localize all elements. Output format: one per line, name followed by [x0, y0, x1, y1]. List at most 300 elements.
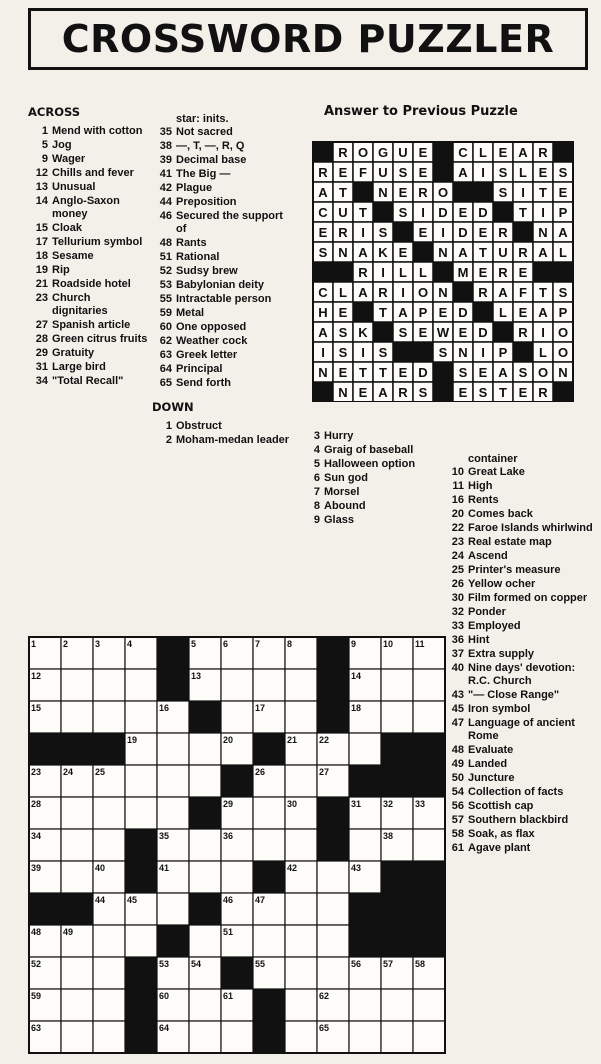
clue-item — [152, 140, 292, 153]
cell-number: 38 — [383, 831, 394, 841]
clue-text: Sudsy brew — [176, 265, 238, 277]
cell-number: 59 — [31, 991, 42, 1001]
answer-letter: S — [498, 165, 508, 180]
answer-letter: R — [338, 145, 348, 160]
grid-cell[interactable] — [349, 829, 381, 861]
cell-number: 49 — [63, 927, 74, 937]
answer-letter: A — [458, 245, 468, 260]
clue-number: 30 — [451, 592, 464, 604]
down-clue-list-4 — [444, 466, 599, 855]
grid-cell[interactable] — [93, 829, 125, 861]
answer-letter: D — [458, 225, 468, 240]
clue-item — [152, 434, 292, 447]
grid-cell[interactable] — [125, 765, 157, 797]
grid-cell[interactable] — [189, 989, 221, 1021]
black-square — [221, 765, 253, 797]
grid-cell[interactable] — [285, 925, 317, 957]
clue-item — [152, 251, 292, 264]
grid-cell[interactable] — [61, 957, 93, 989]
cell-number: 41 — [159, 863, 170, 873]
answer-letter: U — [398, 145, 408, 160]
answer-letter: L — [399, 265, 407, 280]
grid-cell[interactable] — [349, 989, 381, 1021]
clue-item — [444, 842, 599, 855]
clue-text: Chills and fever — [52, 167, 134, 179]
answer-letter: R — [358, 265, 368, 280]
clue-text: Yellow ocher — [468, 578, 536, 590]
answer-letter: L — [339, 285, 347, 300]
answer-letter: E — [338, 305, 348, 320]
answer-letter: T — [379, 305, 387, 320]
clue-text: Wager — [52, 153, 86, 165]
clue-number: 60 — [159, 321, 172, 333]
clue-number: 34 — [35, 375, 48, 387]
grid-cell[interactable] — [221, 701, 253, 733]
answer-letter: E — [318, 225, 328, 240]
clue-text: Intractable person — [176, 293, 272, 305]
cell-number: 5 — [191, 639, 197, 649]
clue-text: Faroe Islands whirlwind — [468, 522, 593, 534]
grid-cell[interactable] — [125, 669, 157, 701]
cell-number: 43 — [351, 863, 362, 873]
down-header: DOWN — [152, 400, 194, 414]
grid-cell[interactable] — [253, 829, 285, 861]
answer-letter: N — [438, 245, 448, 260]
cell-number: 47 — [255, 895, 266, 905]
clue-item — [152, 377, 292, 390]
clue-item — [444, 508, 599, 521]
grid-cell[interactable] — [93, 925, 125, 957]
clue-number: 33 — [451, 620, 464, 632]
answer-letter: D — [458, 305, 468, 320]
answer-letter: S — [558, 165, 568, 180]
black-square — [157, 669, 189, 701]
across-column-1 — [28, 106, 148, 389]
answer-letter: A — [498, 365, 508, 380]
clue-item — [444, 550, 599, 563]
clue-number: 62 — [159, 335, 172, 347]
clue-text: Babylonian deity — [176, 279, 265, 291]
grid-cell[interactable] — [93, 701, 125, 733]
grid-cell[interactable] — [61, 1021, 93, 1053]
clue-number: 5 — [41, 139, 48, 151]
clue-text: Southern blackbird — [468, 814, 569, 826]
clue-text: Principal — [176, 363, 223, 375]
grid-cell[interactable] — [189, 765, 221, 797]
answer-letter: A — [398, 305, 408, 320]
clue-item — [28, 167, 148, 180]
answer-letter: K — [378, 245, 388, 260]
clue-number: 52 — [159, 265, 172, 277]
across-column-2 — [152, 113, 292, 448]
grid-cell[interactable] — [253, 669, 285, 701]
answer-letter: S — [378, 225, 388, 240]
answer-letter: I — [401, 285, 405, 300]
cell-number: 48 — [31, 927, 42, 937]
cell-number: 25 — [95, 767, 106, 777]
answer-black-square — [493, 322, 513, 342]
clue-text: Weather cock — [176, 335, 248, 347]
cell-number: 9 — [351, 639, 357, 649]
answer-letter: D — [478, 325, 488, 340]
clue-item — [444, 689, 599, 702]
clue-text: The Big — — [176, 168, 231, 180]
grid-cell[interactable] — [413, 989, 445, 1021]
clue-item — [152, 363, 292, 376]
cell-number: 45 — [127, 895, 138, 905]
answer-black-square — [413, 242, 433, 262]
grid-cell[interactable] — [93, 797, 125, 829]
cell-number: 39 — [31, 863, 42, 873]
grid-cell[interactable] — [189, 861, 221, 893]
answer-letter: R — [498, 225, 508, 240]
clue-item — [152, 237, 292, 250]
clue-item — [28, 236, 148, 249]
grid-cell[interactable] — [381, 1021, 413, 1053]
grid-cell[interactable] — [189, 925, 221, 957]
clue-text: Iron symbol — [468, 703, 531, 715]
answer-black-square — [553, 262, 573, 282]
answer-letter: R — [378, 285, 388, 300]
clue-text: Film formed on copper — [468, 592, 588, 604]
clue-number: 50 — [451, 772, 464, 784]
answer-letter: P — [418, 305, 428, 320]
clue-number: 19 — [35, 264, 48, 276]
clue-item — [28, 125, 148, 138]
cell-number: 29 — [223, 799, 234, 809]
grid-cell[interactable] — [157, 797, 189, 829]
clue-text: Obstruct — [176, 420, 222, 432]
clue-number: 23 — [35, 292, 48, 304]
black-square — [317, 829, 349, 861]
clue-item — [444, 703, 599, 716]
clue-item — [28, 292, 148, 318]
clue-text: Greek letter — [176, 349, 238, 361]
answer-letter: A — [358, 245, 368, 260]
clue-number: 32 — [451, 606, 464, 618]
clue-text: Ponder — [468, 606, 506, 618]
clue-number: 31 — [35, 361, 48, 373]
answer-letter: C — [318, 205, 328, 220]
answer-letter: E — [518, 265, 528, 280]
grid-cell[interactable] — [413, 1021, 445, 1053]
grid-cell[interactable] — [93, 957, 125, 989]
grid-cell[interactable] — [61, 701, 93, 733]
grid-cell[interactable] — [61, 669, 93, 701]
grid-cell[interactable] — [93, 669, 125, 701]
answer-letter: D — [478, 205, 488, 220]
cell-number: 65 — [319, 1023, 330, 1033]
cell-number: 36 — [223, 831, 234, 841]
black-square — [253, 1021, 285, 1053]
grid-cell[interactable] — [285, 701, 317, 733]
answer-letter: I — [321, 345, 325, 360]
black-square — [189, 701, 221, 733]
clue-item — [28, 153, 148, 166]
grid-cell[interactable] — [285, 1021, 317, 1053]
clue-item — [444, 494, 599, 507]
answer-black-square — [373, 202, 393, 222]
clue-item — [28, 264, 148, 277]
clue-text: Employed — [468, 620, 521, 632]
clue-text: Send forth — [176, 377, 231, 389]
grid-cell[interactable] — [253, 925, 285, 957]
clue-text: Hurry — [324, 430, 354, 442]
clue-item — [444, 592, 599, 605]
answer-letter: A — [498, 285, 508, 300]
grid-cell[interactable] — [61, 989, 93, 1021]
clue-item — [28, 195, 148, 221]
clue-item — [152, 126, 292, 139]
clue-item — [152, 154, 292, 167]
clue-number: 59 — [159, 307, 172, 319]
cell-number: 19 — [127, 735, 138, 745]
grid-cell[interactable] — [285, 765, 317, 797]
clue-number: 26 — [451, 578, 464, 590]
answer-black-square — [393, 342, 413, 362]
answer-letter: T — [539, 185, 547, 200]
black-square — [413, 861, 445, 893]
answer-letter: O — [357, 145, 369, 160]
clue-number: 45 — [451, 703, 464, 715]
across-clue-list-2 — [152, 126, 292, 390]
grid-cell[interactable] — [125, 797, 157, 829]
answer-letter: L — [419, 265, 427, 280]
clue-text: Jog — [52, 139, 72, 151]
clue-item — [28, 181, 148, 194]
clue-item — [152, 210, 292, 236]
answer-letter: O — [437, 185, 449, 200]
clue-item — [444, 466, 599, 479]
grid-cell[interactable] — [189, 829, 221, 861]
grid-cell[interactable] — [157, 733, 189, 765]
grid-cell[interactable] — [381, 989, 413, 1021]
grid-cell[interactable] — [157, 893, 189, 925]
black-square — [381, 733, 413, 765]
grid-cell[interactable] — [317, 893, 349, 925]
clue-number: 41 — [159, 168, 172, 180]
cell-number: 7 — [255, 639, 261, 649]
black-square — [381, 765, 413, 797]
clue-number: 10 — [451, 466, 464, 478]
cell-number: 8 — [287, 639, 293, 649]
cell-number: 58 — [415, 959, 426, 969]
clue-number: 56 — [451, 800, 464, 812]
clue-text: Gratuity — [52, 347, 95, 359]
grid-cell[interactable] — [221, 1021, 253, 1053]
cell-number: 22 — [319, 735, 330, 745]
answer-black-square — [493, 202, 513, 222]
clue-number: 51 — [159, 251, 172, 263]
grid-cell[interactable] — [413, 701, 445, 733]
grid-cell[interactable] — [61, 829, 93, 861]
grid-cell[interactable] — [413, 829, 445, 861]
grid-cell[interactable] — [317, 861, 349, 893]
black-square — [349, 765, 381, 797]
clue-text: Extra supply — [468, 648, 535, 660]
black-square — [413, 925, 445, 957]
grid-cell[interactable] — [285, 669, 317, 701]
cell-number: 13 — [191, 671, 202, 681]
answer-black-square — [473, 182, 493, 202]
answer-black-square — [433, 262, 453, 282]
crossword-grid[interactable] — [27, 635, 451, 1059]
answer-black-square — [533, 262, 553, 282]
clue-item — [300, 472, 440, 485]
grid-cell[interactable] — [317, 957, 349, 989]
answer-letter: I — [541, 325, 545, 340]
clue-number: 1 — [165, 420, 172, 432]
clue-text: High — [468, 480, 493, 492]
grid-cell[interactable] — [381, 669, 413, 701]
grid-cell[interactable] — [413, 669, 445, 701]
clue-item — [444, 564, 599, 577]
clue-number: 42 — [159, 182, 172, 194]
grid-cell[interactable] — [93, 989, 125, 1021]
grid-cell[interactable] — [61, 797, 93, 829]
answer-letter: E — [458, 325, 468, 340]
clue-number: 1 — [41, 125, 48, 137]
cell-number: 24 — [63, 767, 74, 777]
answer-letter: E — [498, 145, 508, 160]
answer-letter: S — [478, 385, 488, 400]
clue-number: 48 — [451, 744, 464, 756]
cell-number: 44 — [95, 895, 106, 905]
black-square — [29, 893, 61, 925]
answer-black-square — [513, 342, 533, 362]
answer-letter: R — [498, 265, 508, 280]
clue-item — [444, 717, 599, 743]
answer-letter: I — [361, 225, 365, 240]
clue-text: Moham-medan leader — [176, 434, 290, 446]
answer-letter: I — [541, 205, 545, 220]
clue-text: Cloak — [52, 222, 82, 234]
answer-letter: N — [558, 365, 568, 380]
answer-black-square — [333, 262, 353, 282]
answer-letter: A — [458, 165, 468, 180]
clue-item — [300, 500, 440, 513]
clue-text: Scottish cap — [468, 800, 534, 812]
answer-black-square — [313, 142, 333, 162]
grid-cell[interactable] — [157, 765, 189, 797]
clue-item — [444, 536, 599, 549]
clue-number: 9 — [313, 514, 320, 526]
clue-text: Plague — [176, 182, 213, 194]
clue-number: 61 — [451, 842, 464, 854]
grid-cell[interactable] — [285, 957, 317, 989]
answer-letter: R — [338, 225, 348, 240]
grid-cell[interactable] — [285, 893, 317, 925]
cell-number: 4 — [127, 639, 133, 649]
grid-cell[interactable] — [253, 797, 285, 829]
clue-number: 27 — [35, 319, 48, 331]
clue-number: 11 — [452, 480, 464, 492]
clue-item — [444, 634, 599, 647]
clue-number: 18 — [35, 250, 48, 262]
answer-letter: S — [318, 245, 328, 260]
clue-text: Tellurium symbol — [52, 236, 143, 248]
answer-letter: O — [557, 345, 569, 360]
clue-item — [152, 420, 292, 433]
clue-number: 24 — [451, 550, 464, 562]
answer-letter: T — [379, 365, 387, 380]
grid-cell[interactable] — [349, 1021, 381, 1053]
answer-letter: L — [499, 305, 507, 320]
answer-letter: S — [458, 365, 468, 380]
grid-cell[interactable] — [189, 1021, 221, 1053]
clue-number: 20 — [451, 508, 464, 520]
cell-number: 57 — [383, 959, 394, 969]
grid-cell[interactable] — [61, 861, 93, 893]
black-square — [93, 733, 125, 765]
grid-cell[interactable] — [285, 989, 317, 1021]
clue-number: 65 — [159, 377, 172, 389]
grid-cell[interactable] — [381, 701, 413, 733]
cell-number: 2 — [63, 639, 69, 649]
black-square — [125, 861, 157, 893]
clue-number: 37 — [451, 648, 464, 660]
clue-text: Soak, as flax — [468, 828, 535, 840]
answer-letter: I — [481, 165, 485, 180]
answer-letter: U — [498, 245, 508, 260]
answer-letter: S — [378, 345, 388, 360]
clue-text: Church dignitaries — [52, 292, 108, 317]
cell-number: 17 — [255, 703, 266, 713]
answer-letter: I — [481, 345, 485, 360]
answer-letter: T — [339, 185, 347, 200]
answer-black-square — [313, 262, 333, 282]
black-square — [317, 797, 349, 829]
clue-text: Rents — [468, 494, 499, 506]
answer-letter: O — [557, 325, 569, 340]
cell-number: 18 — [351, 703, 362, 713]
answer-letter: S — [438, 345, 448, 360]
answer-black-square — [393, 222, 413, 242]
clue-item — [300, 444, 440, 457]
grid-cell[interactable] — [125, 925, 157, 957]
grid-cell[interactable] — [125, 701, 157, 733]
answer-letter: A — [358, 285, 368, 300]
answer-letter: E — [338, 365, 348, 380]
clue-text: Decimal base — [176, 154, 247, 166]
grid-cell[interactable] — [349, 733, 381, 765]
cell-number: 60 — [159, 991, 170, 1001]
clue-number: 9 — [41, 153, 48, 165]
black-square — [413, 733, 445, 765]
grid-cell[interactable] — [221, 669, 253, 701]
grid-cell[interactable] — [285, 829, 317, 861]
cell-number: 11 — [415, 639, 425, 649]
clue-number: 57 — [451, 814, 464, 826]
clue-item — [152, 321, 292, 334]
cell-number: 46 — [223, 895, 234, 905]
grid-cell[interactable] — [93, 1021, 125, 1053]
clue-text: Sun god — [324, 472, 368, 484]
grid-cell[interactable] — [221, 861, 253, 893]
answer-letter: U — [338, 205, 348, 220]
black-square — [317, 669, 349, 701]
clue-text: Graig of baseball — [324, 444, 414, 456]
cell-number: 63 — [31, 1023, 42, 1033]
answer-letter: A — [518, 145, 528, 160]
clue-number: 14 — [35, 195, 48, 207]
answer-letter: K — [358, 325, 368, 340]
grid-cell[interactable] — [317, 925, 349, 957]
answer-letter: S — [338, 325, 348, 340]
grid-cell[interactable] — [189, 733, 221, 765]
answer-letter: F — [359, 165, 367, 180]
cell-number: 30 — [287, 799, 298, 809]
